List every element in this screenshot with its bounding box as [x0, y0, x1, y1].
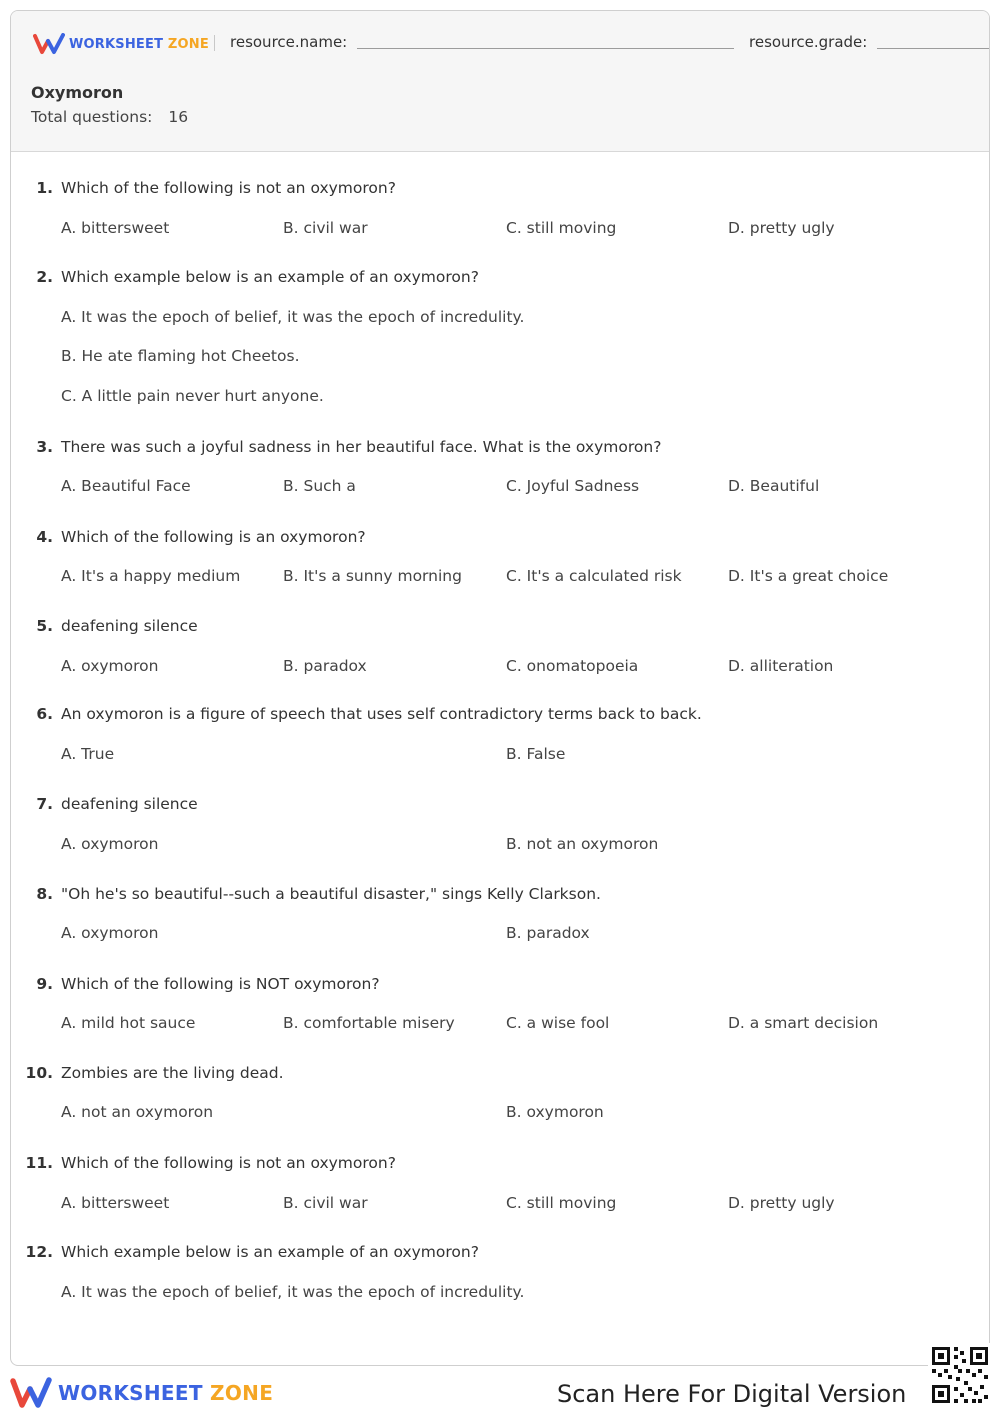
question-text: Which of the following is not an oxymoron?	[61, 179, 396, 197]
question-number: 10.	[25, 1064, 53, 1082]
question-text: Which example below is an example of an oxymoron?	[61, 1243, 479, 1261]
option: B. civil war	[283, 219, 368, 237]
resource-grade-label: resource.grade:	[749, 33, 868, 51]
option: B. False	[506, 745, 566, 763]
footer-brand-name: WORKSHEET ZONE	[58, 1381, 274, 1405]
question-number: 4.	[36, 528, 53, 546]
option: A. It was the epoch of belief, it was the epoch of incredulity.	[61, 1283, 525, 1301]
resource-name-line	[357, 48, 734, 49]
option: C. still moving	[506, 1194, 617, 1212]
option: A. bittersweet	[61, 1194, 170, 1212]
header-divider	[214, 35, 215, 51]
option: D. alliteration	[728, 657, 834, 675]
option: B. paradox	[506, 924, 590, 942]
footer-brand-logo	[10, 1377, 273, 1409]
option: D. pretty ugly	[728, 1194, 835, 1212]
question-text: Which of the following is not an oxymoron?	[61, 1154, 396, 1172]
question-number: 1.	[36, 179, 53, 197]
question-text: deafening silence	[61, 795, 198, 813]
option: B. Such a	[283, 477, 356, 495]
brand-logo	[33, 33, 209, 55]
option: B. civil war	[283, 1194, 368, 1212]
question-number: 5.	[36, 617, 53, 635]
option: C. Joyful Sadness	[506, 477, 640, 495]
option: A. It's a happy medium	[61, 567, 241, 585]
question-number: 12.	[25, 1243, 53, 1261]
option: D. It's a great choice	[728, 567, 889, 585]
option: A. It was the epoch of belief, it was the epoch of incredulity.	[61, 308, 525, 326]
worksheet-page	[10, 10, 990, 1366]
worksheet-header	[11, 11, 989, 152]
option: B. He ate flaming hot Cheetos.	[61, 347, 300, 365]
worksheet-title: Oxymoron	[31, 83, 124, 102]
question-number: 11.	[25, 1154, 53, 1172]
option: A. True	[61, 745, 115, 763]
option: B. paradox	[283, 657, 367, 675]
option: B. oxymoron	[506, 1103, 604, 1121]
option: B. comfortable misery	[283, 1014, 455, 1032]
option: A. oxymoron	[61, 924, 159, 942]
option: A. not an oxymoron	[61, 1103, 214, 1121]
option: C. onomatopoeia	[506, 657, 639, 675]
option: A. mild hot sauce	[61, 1014, 196, 1032]
option: C. A little pain never hurt anyone.	[61, 387, 324, 405]
option: C. It's a calculated risk	[506, 567, 682, 585]
option: B. It's a sunny morning	[283, 567, 462, 585]
question-text: "Oh he's so beautiful--such a beautiful disaster," sings Kelly Clarkson.	[61, 885, 601, 903]
resource-grade-line	[877, 48, 990, 49]
option: A. oxymoron	[61, 657, 159, 675]
option: B. not an oxymoron	[506, 835, 659, 853]
question-number: 7.	[36, 795, 53, 813]
question-text: An oxymoron is a figure of speech that uses self contradictory terms back to back.	[61, 705, 702, 723]
question-number: 3.	[36, 438, 53, 456]
brand-name: WORKSHEET ZONE	[69, 36, 209, 52]
footer-brand-w-icon	[10, 1377, 52, 1409]
question-number: 6.	[36, 705, 53, 723]
option: A. Beautiful Face	[61, 477, 191, 495]
option: C. still moving	[506, 219, 617, 237]
question-number: 2.	[36, 268, 53, 286]
question-text: Which example below is an example of an oxymoron?	[61, 268, 479, 286]
question-number: 9.	[36, 975, 53, 993]
option: D. Beautiful	[728, 477, 820, 495]
question-text: deafening silence	[61, 617, 198, 635]
question-number: 8.	[36, 885, 53, 903]
option: D. a smart decision	[728, 1014, 879, 1032]
option: A. oxymoron	[61, 835, 159, 853]
qr-code-icon[interactable]	[928, 1343, 992, 1407]
scan-caption: Scan Here For Digital Version	[557, 1380, 907, 1408]
resource-name-label: resource.name:	[230, 33, 348, 51]
question-text: Which of the following is an oxymoron?	[61, 528, 366, 546]
question-text: Which of the following is NOT oxymoron?	[61, 975, 380, 993]
question-text: There was such a joyful sadness in her beautiful face. What is the oxymoron?	[61, 438, 662, 456]
option: A. bittersweet	[61, 219, 170, 237]
total-questions: Total questions: 16	[31, 108, 189, 126]
option: D. pretty ugly	[728, 219, 835, 237]
question-text: Zombies are the living dead.	[61, 1064, 284, 1082]
brand-w-icon	[33, 33, 65, 55]
option: C. a wise fool	[506, 1014, 610, 1032]
